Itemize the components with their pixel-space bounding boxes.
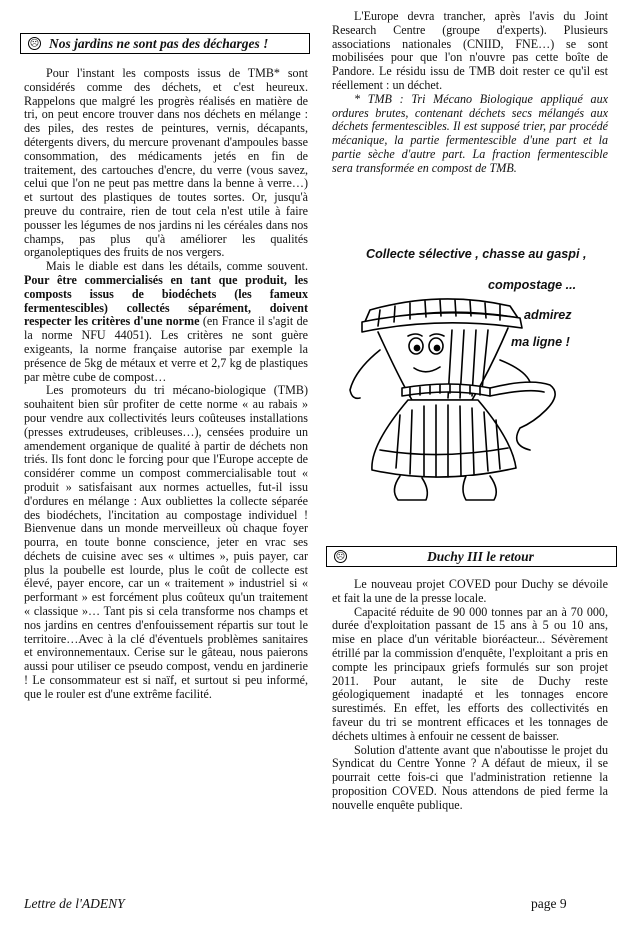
trash-bin-mascot-illustration [340, 270, 580, 515]
right-top-body [332, 10, 608, 176]
right-article-paragraph-3: Solution d'attente avant que n'aboutisse le projet du Syndicat du Centre Yonne ? A défaut de mieux, il se pourrait cette fois-ci que l'administration retienne la proposition COVED. Nous attendons de pied ferme la nouvelle enquête publique. [332, 742, 608, 812]
left-paragraph-2-emphasis: Pour être commercialisés en tant que produit, les composts issus de biodéchets (les fameux fermentescibles) collectés séparément, doivent respecter les critères d'une norme [24, 272, 308, 329]
right-paragraph-1: L'Europe devra trancher, après l'avis du Joint Research Centre (groupe d'experts). Plusieurs associations nationales (CNIID, FNE…) se sont mobilisées pour que l'on n'ouvre pas cette boîte de Pandore. Le résidu issu de TMB doit rester ce qu'il est réellement : un déchet. [332, 9, 608, 92]
left-article-body [24, 67, 308, 702]
left-paragraph-2: Mais le diable est dans les détails, comme souvent. Pour être commercialisés en tant que produit, les composts issus de biodéchets (les fameux fermentescibles) collectés séparément, doivent respecter les critères d'une norme (en France il s'agit de la norme NFU 44051). Les critères ne sont guère exigeants, la norme française autorise par exemple la présence de 5kg de métaux et verre et 2,7 kg de plastiques par mètre cube de compost… [24, 259, 308, 384]
illustration-caption-top: Collecte sélective , chasse au gaspi , [366, 247, 587, 261]
sad-face-icon: ☹ [29, 39, 40, 49]
illustration-caption-3: admirez [524, 308, 572, 322]
footer-publication-name: Lettre de l'ADENY [24, 896, 125, 911]
footer-page-number: page 9 [531, 896, 567, 911]
illustration-caption-4: ma ligne ! [511, 335, 570, 349]
right-article-title: Duchy III le retour [427, 548, 534, 564]
sad-face-icon: ☹ [335, 552, 346, 562]
right-article-heading [326, 546, 617, 567]
right-article-paragraph-2: Capacité réduite de 90 000 tonnes par an à 70 000, durée d'exploitation passant de 15 ans à 5 ou 10 ans, mise en place d'un véritable bioréacteur... Sévèrement étrillé par la commission d'enquête, l'exploitant a pris en compte les principaux griefs formulés sur son projet 2011. Pour autant, le site de Duchy reste géologiquement inadapté et les tonnages encore surestimés. En effet, les efforts des collectivités en faveur du tri se montrent efficaces et les tonnages de déchets ultimes à enfouir ne cessent de baisser. [332, 604, 608, 743]
left-article-heading [20, 33, 310, 54]
right-article-body [332, 578, 608, 813]
left-article-title: Nos jardins ne sont pas des décharges ! [49, 35, 269, 51]
illustration-caption-2: compostage ... [488, 278, 577, 292]
left-paragraph-3: Les promoteurs du tri mécano-biologique (TMB) souhaitent bien sûr profiter de cette norme « au rabais » pour vendre aux collectivités leurs coûteuses installations (presses extrudeuses, cribleuses…), censées produire un amendement organique de qualité à partir de déchets non triés. Ils font donc le forcing pour que l'Europe accepte de considérer comme un compost commercialisable tout « produit » satisfaisant aux normes actuelles, fut-il issu d'ordures en mélange : Aux oubliettes la collecte séparée des biodéchets, l'incitation au compostage individuel ! Bienvenue dans un monde merveilleux où chaque foyer pourra, en toute bonne conscience, jeter en vrac ses déchets de cuisine avec ses « ultimes », puis payer, car plus la poubelle est lourde, plus le coût de collecte est élevé, payer encore, car un « traitement » industriel si « performant » est forcément plus coûteux qu'un traitement « classique »… Tant pis si cela transforme nos champs et nos jardins en centres d'enfouissement répartis sur tout le territoire…Avec à la clé d'éventuels problèmes sanitaires et environnementaux. Cerise sur le gâteau, nous paierons aussi pour utiliser ce pseudo compost, vendu en jardinerie ! Le consommateur est si naïf, et surtout si peu informé, que le rouler est d'une extrême facilité. [24, 383, 308, 701]
left-paragraph-1: Pour l'instant les composts issus de TMB* sont considérés comme des déchets, et c'est heureux. Rappelons que malgré les progrès réalisés en matière de tri, on peut encore trouver dans nos déchets en mélange : des piles, des restes de peintures, vernis, décapants, détergents divers, du mercure provenant d'ampoules basse consommation, des médicaments jetés en fin de traitement, des cartouches d'encre, du verre (vous savez, celui que l'on ne peut pas mettre dans la benne à verre…) et surtout des plastiques de toutes sortes. Or, jusqu'à preuve du contraire, rien de tout cela n'est utile à faire pousser les légumes de nos jardins ni les céréales dans nos champs, pas plus qu'à améliorer les qualités organoleptiques des fruits de nos vergers. [24, 66, 308, 260]
tmb-footnote: * TMB : Tri Mécano Biologique appliqué aux ordures brutes, contenant déchets secs mélangés aux déchets fermentescibles. Il est supposé trier, par procédé mécanique, la partie fermentescible d'une part et la partie sèche d'autre part. La fraction fermentescible sera transformée en compost de TMB. [332, 91, 608, 175]
right-article-paragraph-1: Le nouveau projet COVED pour Duchy se dévoile et fait la une de la presse locale. [332, 577, 608, 605]
